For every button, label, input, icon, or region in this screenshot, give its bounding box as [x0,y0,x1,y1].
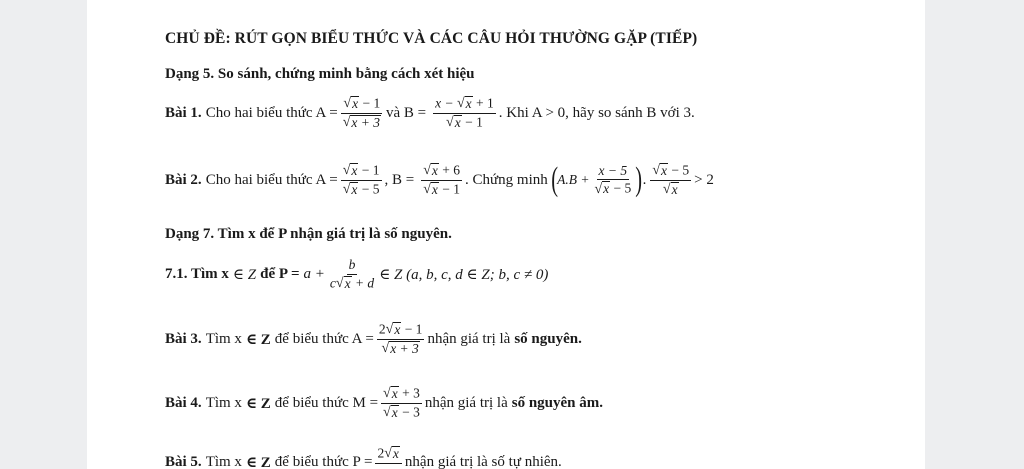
exercise-1 [165,96,695,131]
in-z-symbol: ∈ Z [245,455,271,469]
exercise-1-label: Bài 1. [165,104,202,121]
exercise-5-label: Bài 5. [165,454,202,469]
exercise-4-label: Bài 4. [165,394,202,411]
exercise-5-text-post: nhận giá trị là số tự nhiên. [404,454,562,469]
exercise-4-text-pre: Tìm x [205,394,242,411]
exercise-2-text-mid: , B = [384,171,415,188]
exercise-3-text-pre: Tìm x [205,330,242,347]
exercise-3-text-post: nhận giá trị là [427,330,511,347]
exercise-4-text-post: nhận giá trị là [424,394,508,411]
fraction-c: x − 5 √ x − 5 [594,162,632,197]
exercise-5 [165,446,562,469]
de-p-text: để P = [260,266,300,283]
condition-text: ∈ Z (a, b, c, d ∈ Z; b, c ≠ 0) [379,267,549,284]
fraction-d: √ x − 5 √ x [652,162,690,198]
fraction-a: 2 √ x − 1 √ x + 3 [378,321,423,357]
fraction-b: √ x + 6 √ x − 1 [423,162,461,198]
exercise-1-text-mid: và B = [385,104,427,121]
exercise-3-text-emph: số nguyên. [514,330,582,347]
exercise-5-text-mid: để biểu thức P = [274,454,373,469]
in-z-symbol: ∈ Z [245,395,271,412]
exercise-2-text-pre: Cho hai biểu thức A = [205,171,338,188]
fraction-p: 2 √ x [375,446,401,469]
exercise-3-label: Bài 3. [165,330,202,347]
section-dang-5: Dạng 5. So sánh, chứng minh bằng cách xét hiệu [165,66,475,82]
exercise-5-text-pre: Tìm x [205,454,242,469]
left-paren: ( [551,161,558,199]
section-dang-7: Dạng 7. Tìm x để P nhận giá trị là số nguyên. [165,226,452,242]
exercise-1-text-post: . Khi A > 0, hãy so sánh B với 3. [498,104,695,121]
fraction-b: x − √ x + 1 √ x − 1 [435,95,494,131]
exercise-2: Bài 2. Cho hai biểu thức A = √ x − 1 √ x − 5 , B = √ x + 6 √ x − 1 . Chứng minh ( A.B + x − 5 √ x − 5 ) . √ x − 5 √ x > 2 [165,161,714,199]
right-paren: ) [635,161,643,199]
exercise-4-text-mid: để biểu thức M = [274,394,379,411]
fraction-p: b c √ x + d [329,257,375,292]
fraction-a: √ x − 1 √ x − 5 [342,162,380,198]
exercise-1-text-pre: Cho hai biểu thức A = [205,104,338,121]
exercise-4-text-emph: số nguyên âm. [511,394,604,411]
document-page [87,0,925,469]
document-title: CHỦ ĐỀ: RÚT GỌN BIỂU THỨC VÀ CÁC CÂU HỎI THƯỜNG GẶP (TIẾP) [165,30,698,47]
expr-ab: A.B + [557,172,590,188]
exercise-2-text-post: . Chứng minh [465,171,548,188]
exercise-3-text-mid: để biểu thức A = [274,330,374,347]
a-plus: a + [303,266,325,283]
exercise-4 [165,386,603,421]
subsection-7-1-label: 7.1. Tìm x [165,266,229,283]
exercise-2-label: Bài 2. [165,171,202,188]
subsection-7-1 [165,258,548,292]
in-z-symbol: ∈ Z [245,331,271,348]
fraction-m: √ x + 3 √ x − 3 [383,385,420,421]
fraction-a: √ x − 1 √ x + 3 [342,95,381,131]
exercise-3 [165,322,582,357]
in-z-symbol: ∈ Z [232,267,257,284]
expr-post: > 2 [694,171,714,188]
